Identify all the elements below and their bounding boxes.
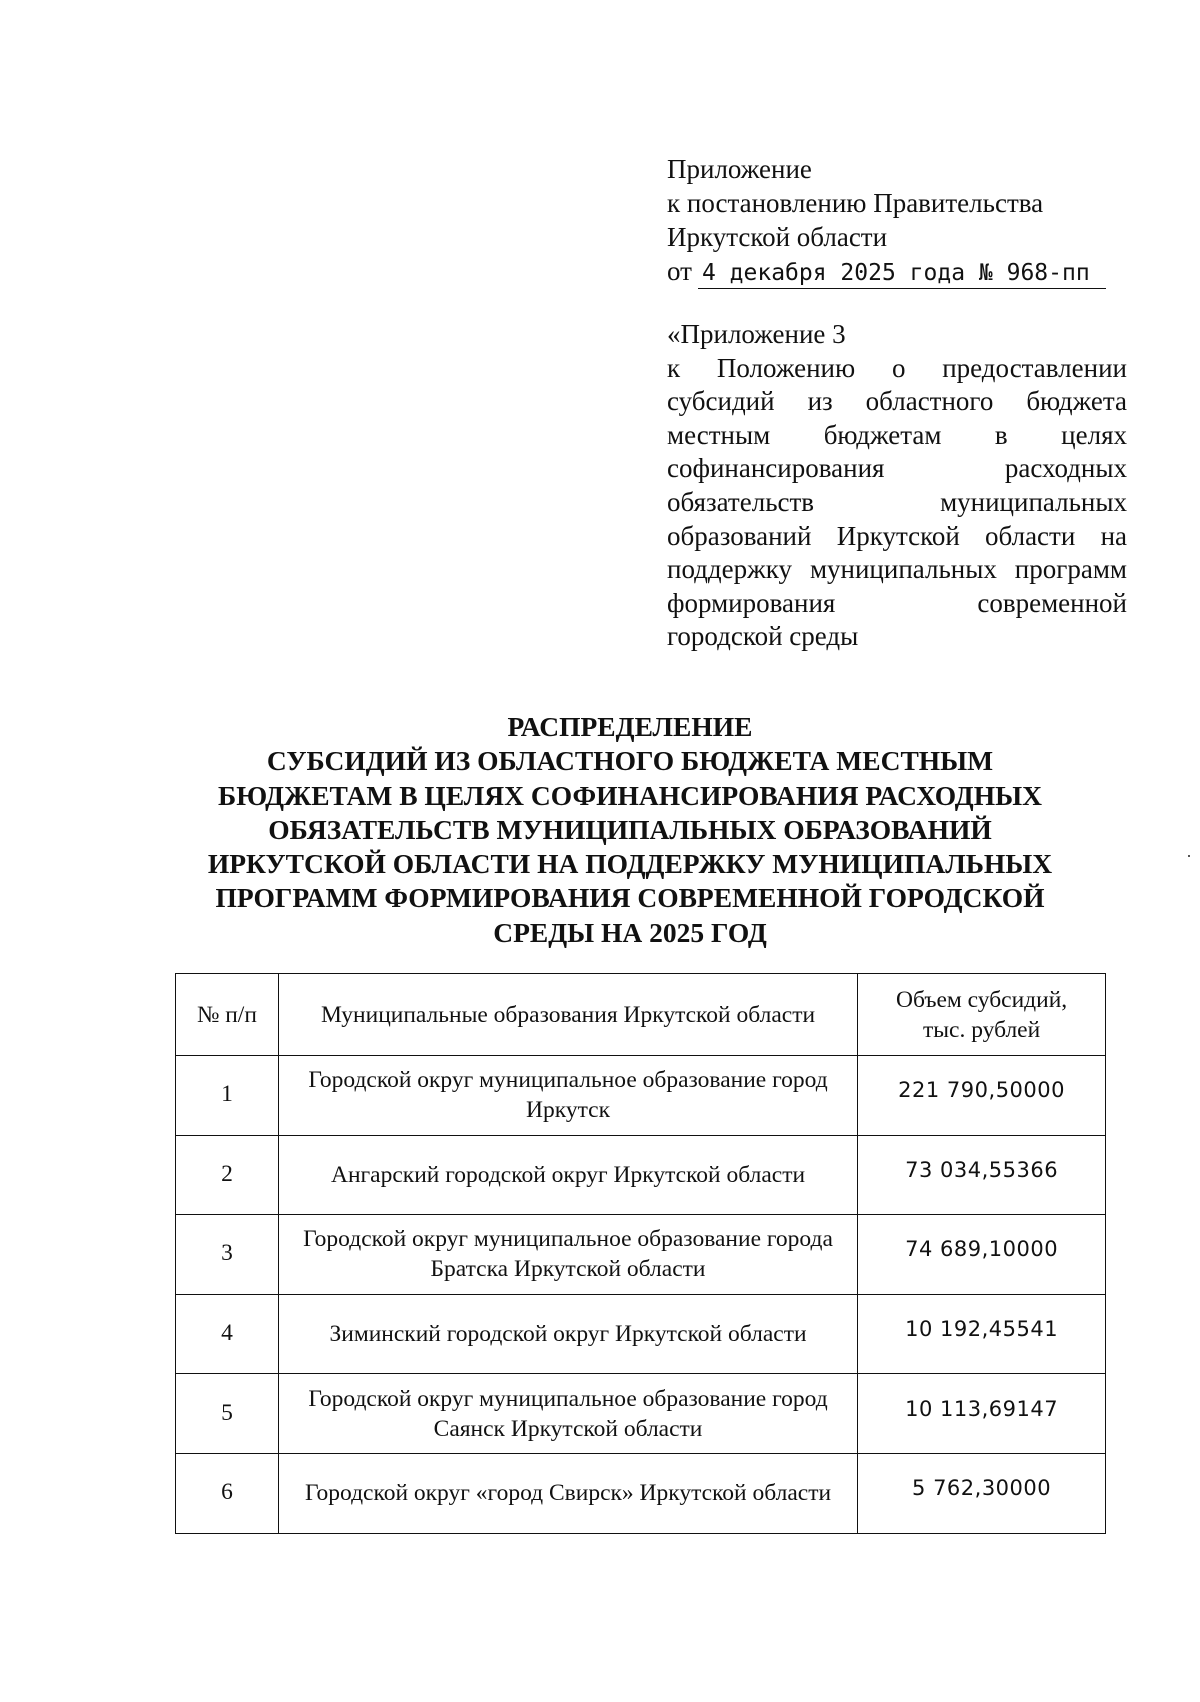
row-number: 5 xyxy=(176,1374,279,1454)
header-municipality: Муниципальные образования Иркутской области xyxy=(278,974,857,1056)
title-line: ПРОГРАММ ФОРМИРОВАНИЯ СОВРЕМЕННОЙ ГОРОДСКОЙ xyxy=(215,882,1045,914)
municipality-line: Зиминский городской округ Иркутской области xyxy=(329,1321,807,1348)
table-row xyxy=(176,1135,1106,1215)
date-prefix: от xyxy=(667,256,692,286)
appendix-nested-header xyxy=(667,318,1127,654)
row-municipality xyxy=(278,1294,857,1374)
nested-appendix-line: городской среды xyxy=(667,621,859,652)
row-municipality xyxy=(278,1135,857,1215)
nested-appendix-line: «Приложение 3 xyxy=(667,319,846,349)
header-amount xyxy=(858,974,1106,1056)
table-row xyxy=(176,1215,1106,1295)
appendix-resolution-ref: к постановлению Правительства xyxy=(667,188,1044,218)
nested-appendix-line: софинансирования расходных xyxy=(667,453,1127,484)
municipality-line: Городской округ «город Свирск» Иркутской области xyxy=(304,1480,832,1507)
row-amount: 221 790,50000 xyxy=(858,1056,1106,1136)
municipality-line: Саянск Иркутской области xyxy=(433,1415,703,1442)
municipality-line: Городской округ муниципальное образование города xyxy=(303,1226,833,1253)
document-title xyxy=(170,710,1090,950)
appendix-label: Приложение xyxy=(667,154,812,184)
municipality-line: Городской округ муниципальное образование город xyxy=(308,1067,828,1094)
header-number: № п/п xyxy=(176,974,279,1056)
title-line: ИРКУТСКОЙ ОБЛАСТИ НА ПОДДЕРЖКУ МУНИЦИПАЛЬНЫХ xyxy=(207,848,1053,880)
nested-appendix-line: к Положению о предоставлении xyxy=(667,352,1127,383)
row-amount: 74 689,10000 xyxy=(858,1215,1106,1295)
row-number: 1 xyxy=(176,1056,279,1136)
row-municipality xyxy=(278,1453,857,1533)
row-amount: 10 192,45541 xyxy=(858,1294,1106,1374)
table-row xyxy=(176,1294,1106,1374)
title-line: РАСПРЕДЕЛЕНИЕ xyxy=(507,711,753,742)
title-line: СРЕДЫ НА 2025 ГОД xyxy=(493,916,767,948)
appendix-date-line xyxy=(667,254,1127,289)
municipality-line: Иркутск xyxy=(526,1097,610,1124)
appendix-region: Иркутской области xyxy=(667,222,888,252)
title-line: ОБЯЗАТЕЛЬСТВ МУНИЦИПАЛЬНЫХ ОБРАЗОВАНИЙ xyxy=(268,813,992,845)
row-number: 3 xyxy=(176,1215,279,1295)
subsidy-distribution-table xyxy=(175,973,1106,1534)
row-municipality xyxy=(278,1056,857,1136)
resolution-date-number: 4 декабря 2025 года № 968-пп xyxy=(698,258,1106,289)
table-row xyxy=(176,1374,1106,1454)
nested-appendix-line: поддержку муниципальных программ xyxy=(667,554,1127,585)
municipality-line: Братска Иркутской области xyxy=(430,1256,706,1283)
header-amount-line2: тыс. рублей xyxy=(922,1016,1041,1043)
row-municipality xyxy=(278,1374,857,1454)
table-row xyxy=(176,1453,1106,1533)
nested-appendix-line: обязательств муниципальных xyxy=(667,486,1127,517)
scan-speck xyxy=(1188,855,1190,857)
appendix-main-header xyxy=(667,152,1127,289)
municipality-line: Ангарский городской округ Иркутской области xyxy=(330,1161,806,1188)
row-number: 6 xyxy=(176,1453,279,1533)
row-amount: 73 034,55366 xyxy=(858,1135,1106,1215)
table-row xyxy=(176,1056,1106,1136)
nested-appendix-line: местным бюджетам в целях xyxy=(667,419,1127,450)
nested-appendix-line: субсидий из областного бюджета xyxy=(667,386,1127,417)
nested-appendix-line: формирования современной xyxy=(667,587,1127,618)
nested-appendix-line: образований Иркутской области на xyxy=(667,520,1127,551)
row-amount: 10 113,69147 xyxy=(858,1374,1106,1454)
title-line: БЮДЖЕТАМ В ЦЕЛЯХ СОФИНАНСИРОВАНИЯ РАСХОДНЫХ xyxy=(218,779,1042,811)
title-line: СУБСИДИЙ ИЗ ОБЛАСТНОГО БЮДЖЕТА МЕСТНЫМ xyxy=(266,745,994,777)
row-amount: 5 762,30000 xyxy=(858,1453,1106,1533)
row-number: 2 xyxy=(176,1135,279,1215)
row-number: 4 xyxy=(176,1294,279,1374)
table-header-row xyxy=(176,974,1106,1056)
row-municipality xyxy=(278,1215,857,1295)
municipality-line: Городской округ муниципальное образование город xyxy=(308,1385,828,1412)
header-amount-line1: Объем субсидий, xyxy=(895,986,1068,1013)
